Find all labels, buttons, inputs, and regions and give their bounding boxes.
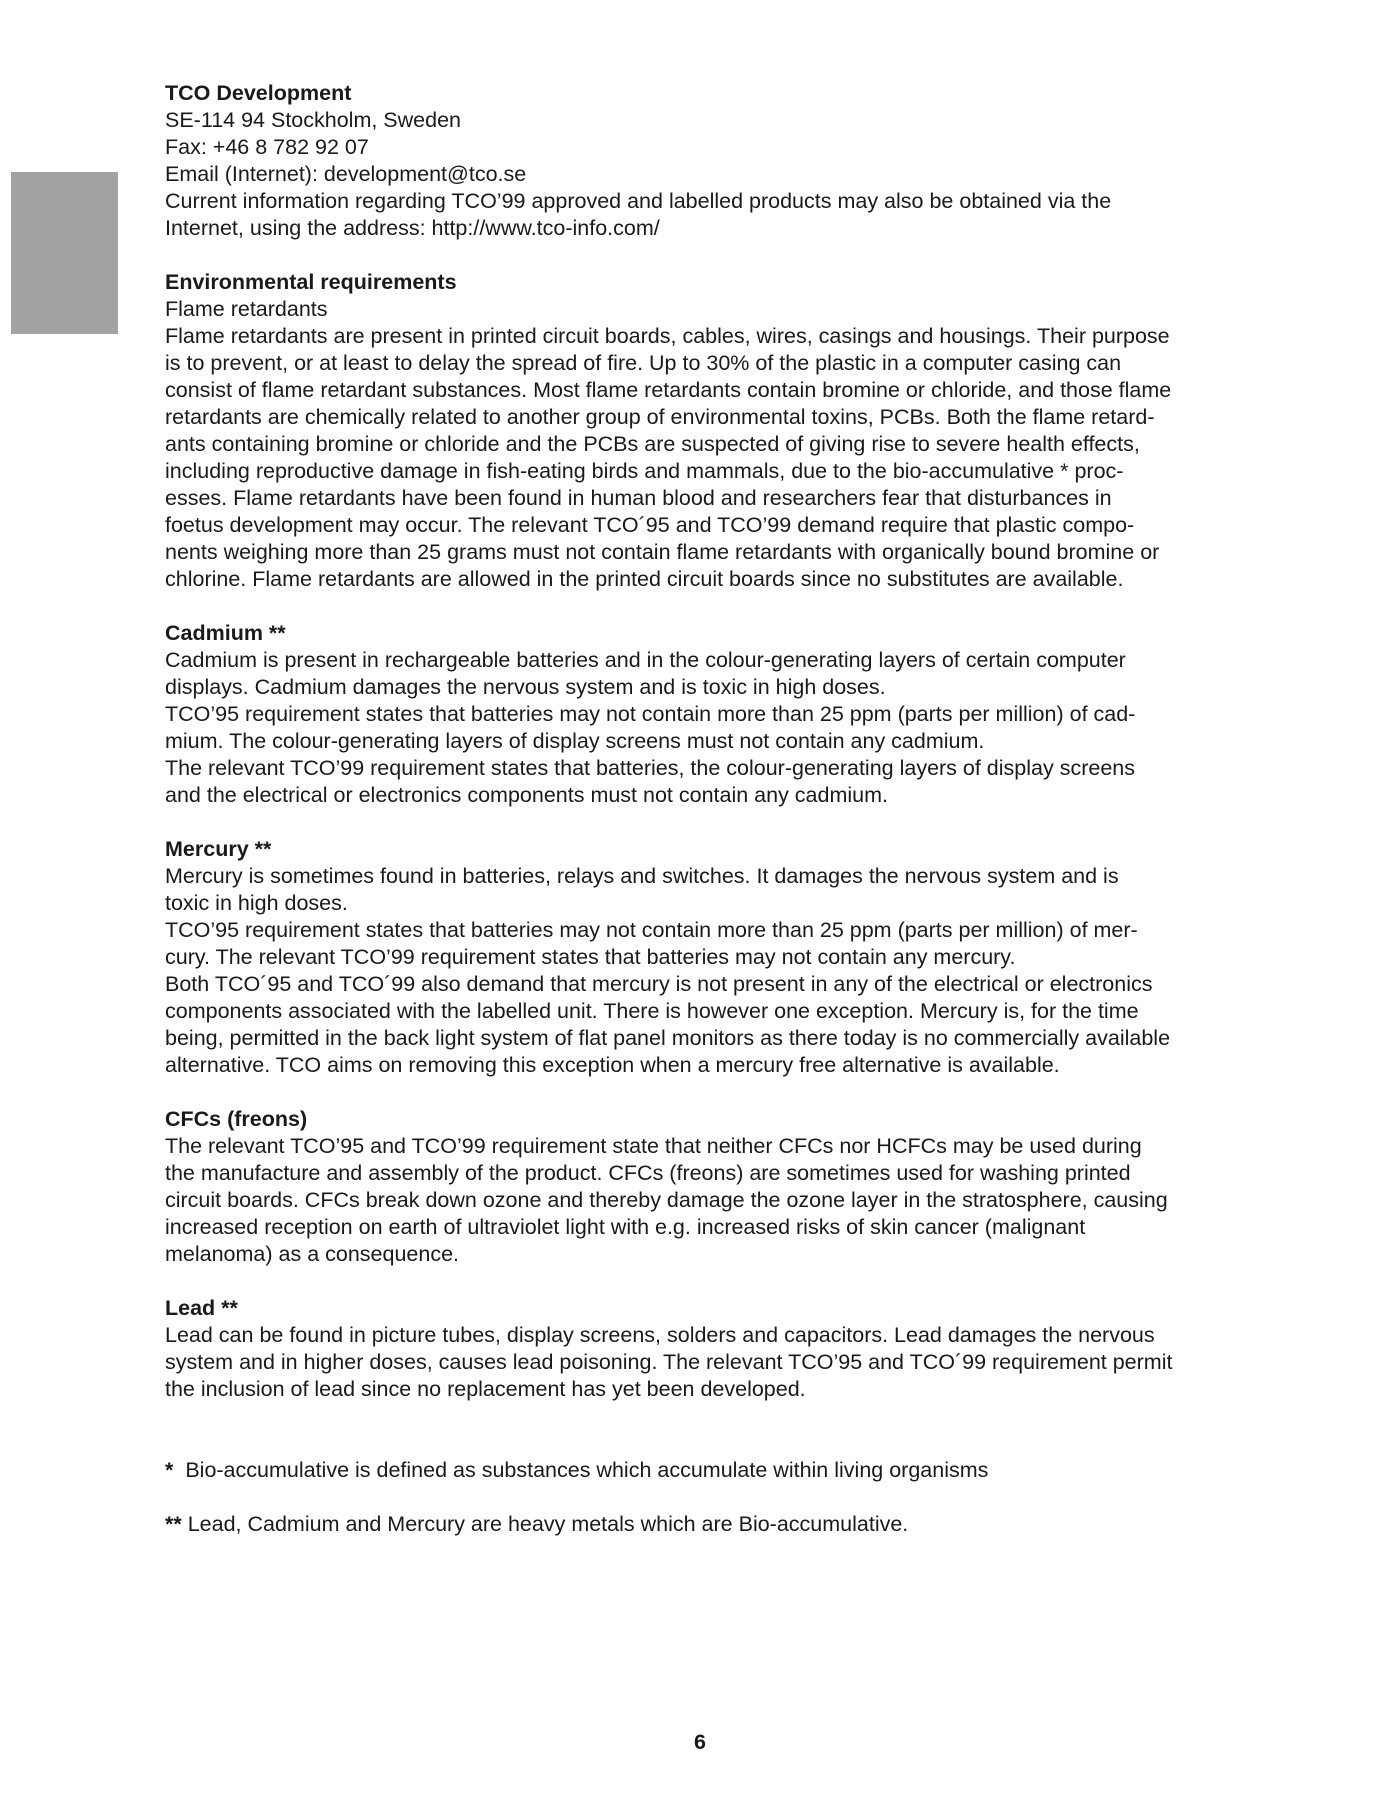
side-tab-marker — [11, 172, 118, 334]
cfcs-line: melanoma) as a consequence. — [165, 1242, 460, 1266]
mercury-line: cury. The relevant TCO’99 requirement states that batteries may not contain any mercury. — [165, 945, 1016, 969]
page-number: 6 — [694, 1730, 706, 1754]
footnotes — [165, 1457, 1250, 1538]
environmental-section — [165, 269, 1250, 593]
mercury-section — [165, 836, 1250, 1079]
footnote-text: Lead, Cadmium and Mercury are heavy metals which are Bio-accumulative. — [187, 1512, 909, 1536]
cfcs-section — [165, 1106, 1250, 1268]
cadmium-line: The relevant TCO’99 requirement states that batteries, the colour-generating layers of display screens — [165, 756, 1135, 780]
environmental-line: ants containing bromine or chloride and the PCBs are suspected of giving rise to severe health effects, — [165, 432, 1140, 456]
contact-line: Current information regarding TCO’99 approved and labelled products may also be obtained via the — [165, 189, 1112, 213]
mercury-heading: Mercury ** — [165, 837, 272, 861]
footnote-2 — [165, 1511, 1250, 1538]
footnote-1 — [165, 1457, 1250, 1484]
lead-section — [165, 1295, 1250, 1403]
environmental-line: foetus development may occur. The relevant TCO´95 and TCO’99 demand require that plastic compo- — [165, 513, 1135, 537]
contact-section — [165, 80, 1250, 242]
contact-line: Internet, using the address: http://www.tco-info.com/ — [165, 216, 660, 240]
environmental-line: nents weighing more than 25 grams must not contain flame retardants with organically bound bromine or — [165, 540, 1160, 564]
contact-line: Email (Internet): development@tco.se — [165, 162, 527, 186]
cadmium-line: TCO’95 requirement states that batteries may not contain more than 25 ppm (parts per million) of cad- — [165, 702, 1136, 726]
cfcs-line: the manufacture and assembly of the product. CFCs (freons) are sometimes used for washing printed — [165, 1161, 1131, 1185]
cadmium-section — [165, 620, 1250, 809]
environmental-line: consist of flame retardant substances. Most flame retardants contain bromine or chloride, and those flame — [165, 378, 1172, 402]
contact-line: SE-114 94 Stockholm, Sweden — [165, 108, 461, 132]
footnote-text: Bio-accumulative is defined as substances which accumulate within living organisms — [185, 1458, 989, 1482]
environmental-heading: Environmental requirements — [165, 270, 457, 294]
footnote-mark: * — [165, 1458, 174, 1482]
mercury-line: Both TCO´95 and TCO´99 also demand that mercury is not present in any of the electrical or electronics — [165, 972, 1153, 996]
contact-heading: TCO Development — [165, 81, 352, 105]
contact-line: Fax: +46 8 782 92 07 — [165, 135, 369, 159]
lead-line: Lead can be found in picture tubes, display screens, solders and capacitors. Lead damages the nervous — [165, 1323, 1155, 1347]
environmental-line: retardants are chemically related to another group of environmental toxins, PCBs. Both the flame retard- — [165, 405, 1155, 429]
document-body — [165, 80, 1250, 1565]
environmental-line: esses. Flame retardants have been found in human blood and researchers fear that disturbances in — [165, 486, 1112, 510]
mercury-line: TCO’95 requirement states that batteries may not contain more than 25 ppm (parts per million) of mer- — [165, 918, 1138, 942]
environmental-line: Flame retardants — [165, 297, 328, 321]
mercury-line: being, permitted in the back light system of flat panel monitors as there today is no commercially available — [165, 1026, 1171, 1050]
cadmium-line: Cadmium is present in rechargeable batteries and in the colour-generating layers of certain computer — [165, 648, 1126, 672]
cadmium-line: mium. The colour-generating layers of display screens must not contain any cadmium. — [165, 729, 985, 753]
footnote-mark: ** — [165, 1512, 182, 1536]
cfcs-line: The relevant TCO’95 and TCO’99 requirement state that neither CFCs nor HCFCs may be used during — [165, 1134, 1142, 1158]
cadmium-heading: Cadmium ** — [165, 621, 286, 645]
lead-line: the inclusion of lead since no replacement has yet been developed. — [165, 1377, 806, 1401]
cadmium-line: and the electrical or electronics components must not contain any cadmium. — [165, 783, 889, 807]
cfcs-line: circuit boards. CFCs break down ozone and thereby damage the ozone layer in the stratosphere, causing — [165, 1188, 1168, 1212]
cfcs-heading: CFCs (freons) — [165, 1107, 308, 1131]
lead-heading: Lead ** — [165, 1296, 238, 1320]
environmental-line: including reproductive damage in fish-eating birds and mammals, due to the bio-accumulative * proc- — [165, 459, 1124, 483]
mercury-line: components associated with the labelled unit. There is however one exception. Mercury is, for the time — [165, 999, 1139, 1023]
environmental-line: Flame retardants are present in printed circuit boards, cables, wires, casings and housings. Their purpose — [165, 324, 1170, 348]
mercury-line: Mercury is sometimes found in batteries, relays and switches. It damages the nervous system and is — [165, 864, 1119, 888]
environmental-line: chlorine. Flame retardants are allowed in the printed circuit boards since no substitutes are available. — [165, 567, 1124, 591]
lead-line: system and in higher doses, causes lead poisoning. The relevant TCO’95 and TCO´99 requirement permit — [165, 1350, 1173, 1374]
cadmium-line: displays. Cadmium damages the nervous system and is toxic in high doses. — [165, 675, 886, 699]
cfcs-line: increased reception on earth of ultraviolet light with e.g. increased risks of skin cancer (malignant — [165, 1215, 1086, 1239]
mercury-line: toxic in high doses. — [165, 891, 348, 915]
environmental-line: is to prevent, or at least to delay the spread of fire. Up to 30% of the plastic in a computer casing can — [165, 351, 1122, 375]
mercury-line: alternative. TCO aims on removing this exception when a mercury free alternative is available. — [165, 1053, 1060, 1077]
